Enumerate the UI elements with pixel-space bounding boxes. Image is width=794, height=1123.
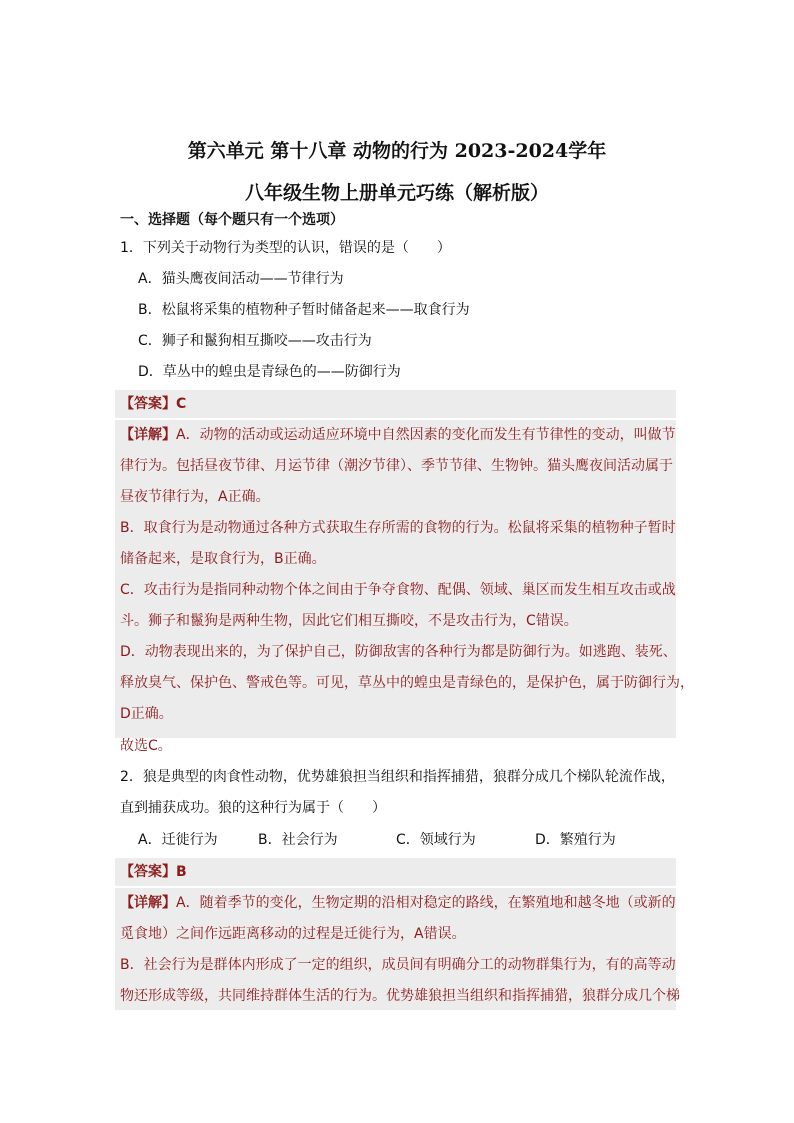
document-title-line1: 第六单元 第十八章 动物的行为 2023-2024学年 <box>187 140 607 162</box>
q1-answer-value: C <box>176 396 187 412</box>
q2-stem-line: 2．狼是典型的肉食性动物，优势雄狼担当组织和指挥捕猎，狼群分成几个梯队轮流作战， <box>120 769 675 785</box>
q1-detail-line: B．取食行为是动物通过各种方式获取生存所需的食物的行为。松鼠将采集的植物种子暂时 <box>120 520 676 536</box>
q1-detail-line: 昼夜节律行为，A正确。 <box>120 489 270 505</box>
q1-detail-line: 律行为。包括昼夜节律、月运节律（潮汐节律）、季节节律、生物钟。猫头鹰夜间活动属于 <box>120 458 673 474</box>
q2-stem-line: 直到捕获成功。狼的这种行为属于（ ） <box>120 800 386 816</box>
q2-answer-value: B <box>176 864 187 880</box>
q2-detail-line: 物还形成等级，共同维持群体生活的行为。优势雄狼担当组织和指挥捕猎，狼群分成几个梯 <box>120 988 680 1004</box>
q2-detail-line: 【详解】A．随着季节的变化，生物定期的沿相对稳定的路线，在繁殖地和越冬地（或新的 <box>120 895 676 911</box>
q1-detail-line: 斗。狮子和鬣狗是两种生物，因此它们相互撕咬，不是攻击行为，C错误。 <box>120 613 578 629</box>
q1-detail-line: D．动物表现出来的，为了保护自己，防御敌害的各种行为都是防御行为。如逃跑、装死、 <box>120 644 677 660</box>
q1-detail-line: 【详解】A．动物的活动或运动适应环境中自然因素的变化而发生有节律性的变动，叫做节 <box>120 427 676 443</box>
q1-detail-line: C．攻击行为是指同种动物个体之间由于争夺食物、配偶、领域、巢区而发生相互攻击或战 <box>120 582 676 598</box>
q2-option-a: A．迁徙行为 <box>138 832 218 848</box>
q1-detail-line: 释放臭气、保护色、警戒色等。可见，草丛中的蝗虫是青绿色的，是保护色，属于防御行为， <box>120 675 694 691</box>
q2-answer-tag: 【答案】 <box>120 864 176 880</box>
q1-option-a: A．猫头鹰夜间活动——节律行为 <box>138 271 344 287</box>
q1-stem: 1．下列关于动物行为类型的认识，错误的是（ ） <box>120 240 451 256</box>
q2-option-c: C．领域行为 <box>396 832 476 848</box>
q1-detail-tag: 【详解】 <box>120 427 176 443</box>
q2-option-d: D．繁殖行为 <box>535 832 616 848</box>
q1-detail-line: D正确。 <box>120 706 173 722</box>
q1-option-d: D．草丛中的蝗虫是青绿色的——防御行为 <box>138 364 401 380</box>
q1-conclusion: 故选C。 <box>120 738 172 754</box>
section-heading: 一、选择题（每个题只有一个选项） <box>120 212 344 228</box>
q1-detail-line: 储备起来，是取食行为，B正确。 <box>120 551 326 567</box>
q2-detail-line: B．社会行为是群体内形成了一定的组织，成员间有明确分工的动物群集行为，有的高等动 <box>120 957 676 973</box>
q2-detail-line: 觅食地）之间作远距离移动的过程是迁徙行为，A错误。 <box>120 926 466 942</box>
q1-option-b: B．松鼠将采集的植物种子暂时储备起来——取食行为 <box>138 302 470 318</box>
q2-detail-tag: 【详解】 <box>120 895 176 911</box>
document-title-line2: 八年级生物上册单元巧练（解析版） <box>244 182 549 204</box>
q1-answer-tag: 【答案】 <box>120 396 176 412</box>
q2-option-b: B．社会行为 <box>258 832 338 848</box>
q1-option-c: C．狮子和鬣狗相互撕咬——攻击行为 <box>138 333 372 349</box>
q2-answer <box>120 862 676 882</box>
q1-answer <box>120 394 676 414</box>
